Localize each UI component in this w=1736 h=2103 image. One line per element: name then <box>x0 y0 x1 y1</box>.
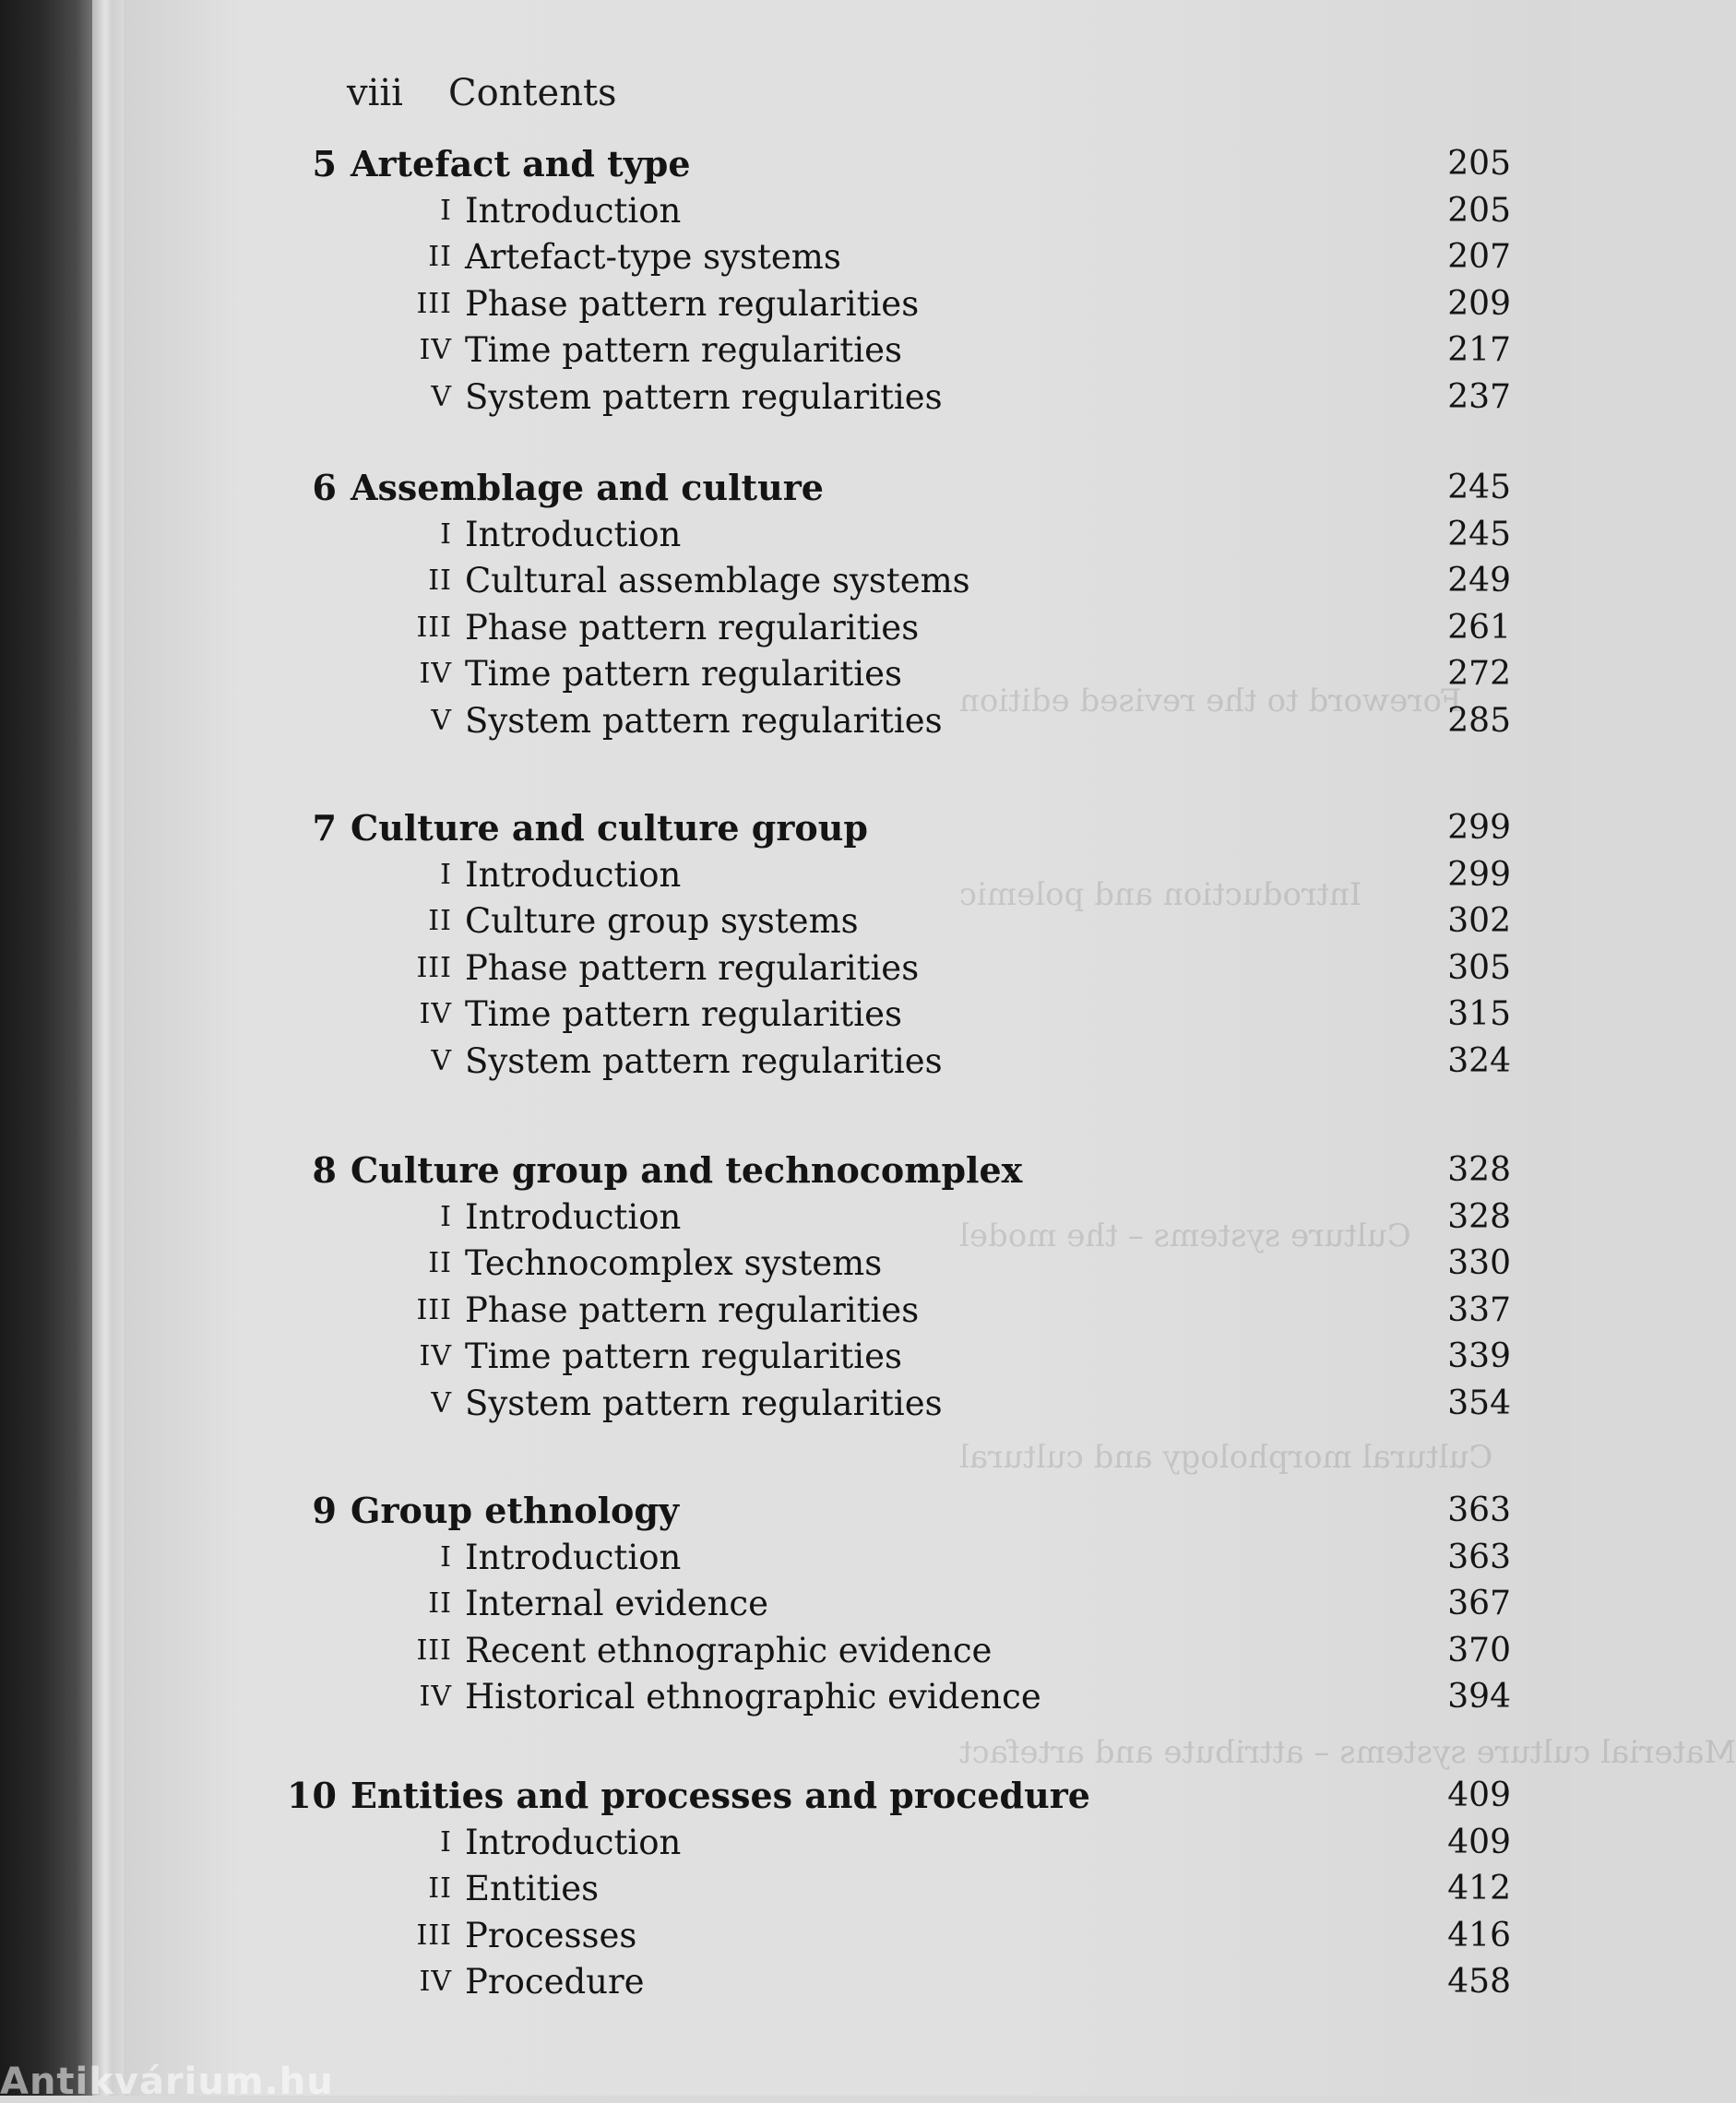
section-number: I <box>440 1200 452 1233</box>
section-number: V <box>431 1044 452 1077</box>
section-entry[interactable] <box>351 1865 1511 1913</box>
section-title: Phase pattern regularities <box>465 607 920 648</box>
chapter-page-number: 245 <box>1447 469 1511 506</box>
section-page-number: 249 <box>1447 562 1511 600</box>
section-page-number: 394 <box>1447 1678 1511 1716</box>
chapter-page-number: 328 <box>1447 1151 1511 1189</box>
section-page-number: 328 <box>1447 1197 1511 1236</box>
section-title: Historical ethnographic evidence <box>465 1677 1041 1717</box>
section-entry[interactable] <box>351 1819 1511 1867</box>
section-entry[interactable] <box>351 1627 1511 1675</box>
section-title: Introduction <box>465 190 682 231</box>
section-page-number: 207 <box>1447 238 1511 276</box>
section-page-number: 217 <box>1447 331 1511 369</box>
section-number: III <box>416 1634 452 1667</box>
section-title: Cultural assemblage systems <box>465 561 970 600</box>
page-folio: viii <box>347 72 403 114</box>
chapter-number: 8 <box>312 1149 338 1191</box>
section-title: Processes <box>465 1915 637 1955</box>
section-entry[interactable] <box>351 1240 1511 1288</box>
section-page-number: 330 <box>1447 1244 1511 1282</box>
section-title: System pattern regularities <box>465 700 943 741</box>
section-title: Phase pattern regularities <box>465 947 920 988</box>
chapter-entry[interactable] <box>312 1487 1511 1535</box>
section-entry[interactable] <box>351 187 1511 235</box>
watermark: Antikvárium.hu <box>0 2061 334 2103</box>
section-number: IV <box>419 334 452 366</box>
section-page-number: 237 <box>1447 377 1511 416</box>
section-page-number: 205 <box>1447 191 1511 230</box>
section-title: Introduction <box>465 1537 682 1577</box>
section-number: II <box>428 564 452 597</box>
section-entry[interactable] <box>351 945 1511 992</box>
section-number: III <box>416 951 452 984</box>
section-page-number: 302 <box>1447 902 1511 940</box>
section-number: IV <box>419 1681 452 1713</box>
section-entry[interactable] <box>351 1958 1511 2006</box>
section-title: Time pattern regularities <box>465 330 903 370</box>
chapter-page-number: 299 <box>1447 809 1511 847</box>
section-page-number: 367 <box>1447 1585 1511 1622</box>
section-entry[interactable] <box>351 897 1511 945</box>
section-page-number: 261 <box>1447 608 1511 647</box>
chapter-number: 10 <box>287 1775 338 1816</box>
section-number: II <box>428 905 452 937</box>
section-number: I <box>440 1540 452 1574</box>
section-entry[interactable] <box>351 604 1511 652</box>
section-entry[interactable] <box>351 1380 1511 1428</box>
chapter-page-number: 363 <box>1447 1491 1511 1529</box>
section-page-number: 315 <box>1447 995 1511 1033</box>
section-entry[interactable] <box>351 1912 1511 1960</box>
section-title: Time pattern regularities <box>465 994 903 1034</box>
section-number: I <box>440 1825 452 1859</box>
section-title: Introduction <box>465 854 682 895</box>
section-entry[interactable] <box>351 327 1511 374</box>
section-page-number: 409 <box>1447 1823 1511 1861</box>
section-number: I <box>440 194 452 227</box>
chapter-title: Culture and culture group <box>351 807 868 849</box>
section-number: V <box>431 1386 452 1420</box>
section-entry[interactable] <box>351 851 1511 899</box>
section-entry[interactable] <box>351 374 1511 422</box>
section-title: Phase pattern regularities <box>465 1289 920 1330</box>
section-page-number: 245 <box>1447 515 1511 553</box>
section-number: III <box>416 287 452 320</box>
section-title: Artefact-type systems <box>465 237 841 277</box>
section-title: Entities <box>465 1869 600 1908</box>
section-entry[interactable] <box>351 1580 1511 1628</box>
section-number: II <box>428 1587 452 1620</box>
chapter-entry[interactable] <box>312 804 1511 852</box>
section-entry[interactable] <box>351 233 1511 281</box>
section-page-number: 412 <box>1447 1870 1511 1907</box>
section-page-number: 209 <box>1447 284 1511 323</box>
section-title: Introduction <box>465 514 682 554</box>
section-title: Procedure <box>465 1962 645 2002</box>
chapter-number: 9 <box>312 1490 338 1531</box>
section-number: III <box>416 611 452 644</box>
section-page-number: 285 <box>1447 701 1511 740</box>
section-title: Recent ethnographic evidence <box>465 1630 993 1670</box>
section-entry[interactable] <box>351 1333 1511 1381</box>
chapter-page-number: 205 <box>1447 145 1511 183</box>
chapter-entry[interactable] <box>312 464 1511 512</box>
chapter-number: 5 <box>312 143 338 184</box>
section-page-number: 337 <box>1447 1290 1511 1329</box>
section-title: System pattern regularities <box>465 376 943 417</box>
chapter-title: Culture group and technocomplex <box>351 1149 1023 1191</box>
section-page-number: 370 <box>1447 1631 1511 1669</box>
section-number: IV <box>419 998 452 1030</box>
section-number: V <box>431 380 452 413</box>
section-title: Time pattern regularities <box>465 1337 903 1376</box>
section-number: II <box>428 1872 452 1905</box>
section-entry[interactable] <box>351 1038 1511 1086</box>
chapter-title: Assemblage and culture <box>351 467 824 508</box>
section-page-number: 416 <box>1447 1916 1511 1954</box>
chapter-number: 7 <box>312 807 338 849</box>
section-entry[interactable] <box>351 697 1511 745</box>
section-number: I <box>440 517 452 551</box>
section-page-number: 339 <box>1447 1337 1511 1375</box>
chapter-page-number: 409 <box>1447 1776 1511 1814</box>
section-number: V <box>431 704 452 737</box>
section-title: Internal evidence <box>465 1584 769 1623</box>
chapter-entry[interactable] <box>312 1147 1511 1194</box>
section-title: Technocomplex systems <box>465 1243 883 1283</box>
section-entry[interactable] <box>351 650 1511 698</box>
section-title: Introduction <box>465 1196 682 1237</box>
section-title: System pattern regularities <box>465 1383 943 1423</box>
section-entry[interactable] <box>351 557 1511 605</box>
chapter-title: Entities and processes and procedure <box>351 1775 1090 1816</box>
section-entry[interactable] <box>351 1287 1511 1335</box>
section-entry[interactable] <box>351 511 1511 559</box>
section-page-number: 305 <box>1447 948 1511 987</box>
section-entry[interactable] <box>351 1673 1511 1721</box>
section-title: Culture group systems <box>465 901 859 941</box>
section-entry[interactable] <box>351 1194 1511 1242</box>
section-entry[interactable] <box>351 991 1511 1039</box>
section-title: System pattern regularities <box>465 1040 943 1081</box>
chapter-entry[interactable] <box>287 1772 1511 1820</box>
section-page-number: 299 <box>1447 855 1511 894</box>
chapter-entry[interactable] <box>312 140 1511 188</box>
section-page-number: 324 <box>1447 1041 1511 1080</box>
section-number: I <box>440 858 452 891</box>
section-page-number: 363 <box>1447 1538 1511 1576</box>
chapter-number: 6 <box>312 467 338 508</box>
section-number: IV <box>419 658 452 690</box>
section-number: II <box>428 1247 452 1279</box>
section-title: Time pattern regularities <box>465 654 903 694</box>
section-number: III <box>416 1293 452 1326</box>
section-page-number: 272 <box>1447 655 1511 693</box>
chapter-title: Artefact and type <box>351 143 691 184</box>
section-entry[interactable] <box>351 1534 1511 1582</box>
section-title: Phase pattern regularities <box>465 283 920 324</box>
chapter-title: Group ethnology <box>351 1490 680 1531</box>
section-entry[interactable] <box>351 280 1511 328</box>
section-page-number: 354 <box>1447 1384 1511 1422</box>
section-page-number: 458 <box>1447 1963 1511 2001</box>
running-title: Contents <box>448 72 617 114</box>
section-number: III <box>416 1919 452 1952</box>
section-number: IV <box>419 1340 452 1372</box>
section-title: Introduction <box>465 1822 682 1862</box>
section-number: IV <box>419 1966 452 1998</box>
section-number: II <box>428 241 452 273</box>
